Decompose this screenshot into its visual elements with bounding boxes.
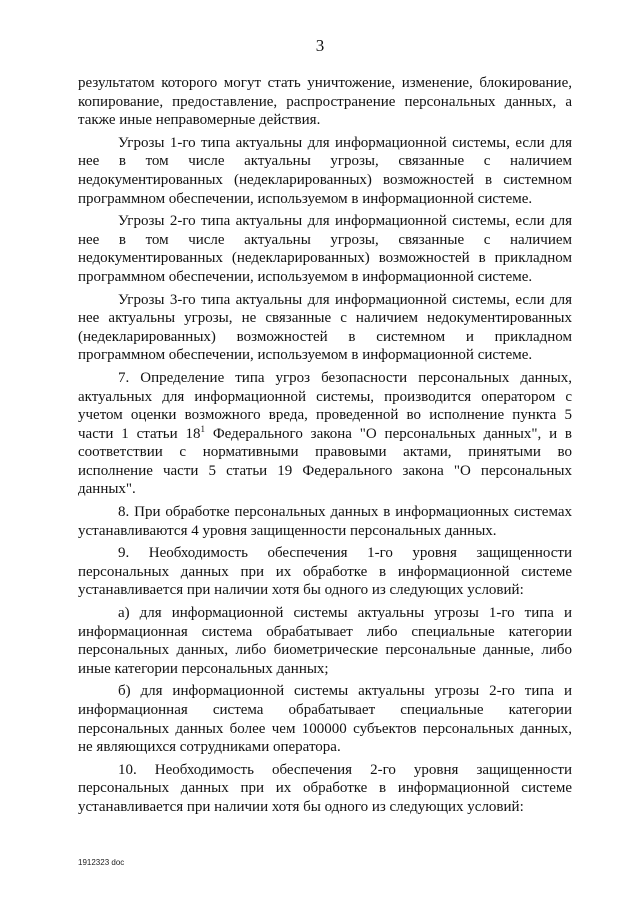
paragraph-item-8: 8. При обработке персональных данных в информационных системах устанавливаются 4 уровня защищенности персональных данных.: [78, 504, 572, 539]
page-number: 3: [315, 36, 325, 55]
paragraph-item-9-a: а) для информационной системы актуальны угрозы 1-го типа и информационная система обрабатывает либо специальные категории персональных данных, либо биометрические персональные данные, либо иные категории персональных данных;: [78, 605, 572, 677]
article-superscript: 1: [200, 423, 205, 434]
document-footer-code: 1912323 doc: [78, 858, 125, 867]
item-7-text-start: 7. Определение типа угроз безопасности персональных данных, актуальных для информационной системы, производится оператором с учетом оценки возможного вреда, проведенной во исполнение пункта 5 части 1 статьи 18: [78, 369, 572, 442]
paragraph-item-9-b: б) для информационной системы актуальны угрозы 2-го типа и информационная система обрабатывает специальные категории персональных данных более чем 100000 субъектов персональных данных, не являющихся сотрудниками оператора.: [78, 683, 572, 756]
document-body: [78, 74, 572, 821]
paragraph-item-9: 9. Необходимость обеспечения 1-го уровня защищенности персональных данных при их обработке в информационной системе устанавливается при наличии хотя бы одного из следующих условий:: [78, 545, 572, 599]
item-7-text-end: Федерального закона "О персональных данных", и в соответствии с нормативными правовыми актами, принятыми во исполнение части 5 статьи 19 Федерального закона "О персональных данных".: [78, 425, 572, 498]
paragraph-item-10: 10. Необходимость обеспечения 2-го уровня защищенности персональных данных при их обработке в информационной системе устанавливается при наличии хотя бы одного из следующих условий:: [78, 761, 572, 815]
paragraph-item-7: [78, 369, 572, 499]
paragraph-continuation: результатом которого могут стать уничтожение, изменение, блокирование, копирование, предоставление, распространение персональных данных, а также иные неправомерные действия.: [78, 75, 572, 129]
paragraph-threat-type-3: Угрозы 3-го типа актуальны для информационной системы, если для нее актуальны угрозы, не связанные с наличием недокументированных (недекларированных) возможностей в системном и прикладном программном обеспечении, используемом в информационной системе.: [78, 291, 572, 364]
paragraph-threat-type-2: Угрозы 2-го типа актуальны для информационной системы, если для нее в том числе актуальны угрозы, связанные с наличием недокументированных (недекларированных) возможностей в прикладном программном обеспечении, используемом в информационной системе.: [78, 213, 572, 285]
paragraph-threat-type-1: Угрозы 1-го типа актуальны для информационной системы, если для нее в том числе актуальны угрозы, связанные с наличием недокументированных (недекларированных) возможностей в системном программном обеспечении, используемом в информационной системе.: [78, 134, 572, 207]
